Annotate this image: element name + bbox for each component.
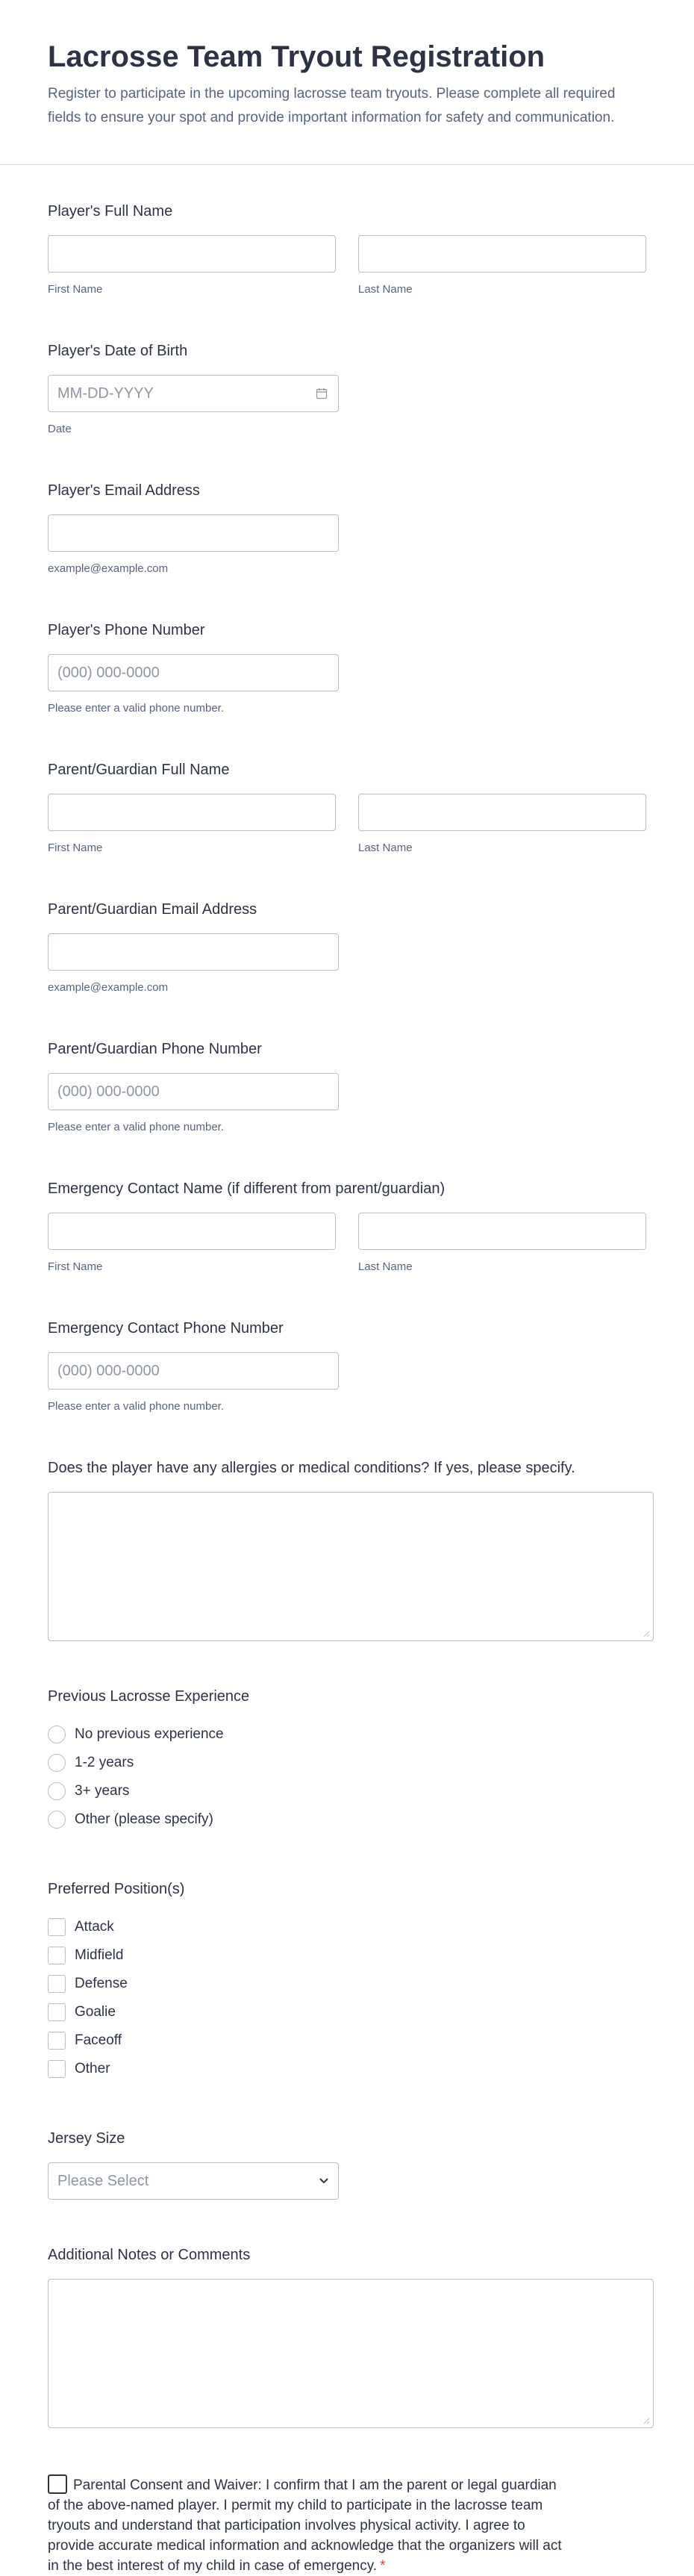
notes-textarea[interactable] xyxy=(48,2279,654,2428)
consent-checkbox[interactable] xyxy=(48,2474,67,2494)
radio-label: No previous experience xyxy=(75,1726,224,1742)
consent-text: Parental Consent and Waiver: I confirm that I am the parent or legal guardian of the above-named player. I permit my child to participate in the lacrosse team tryouts and understand that participation involves physical activity. I agree to provide accurate medical information and acknowledge that the organizers will act in the best interest of my child in case of emergency. xyxy=(48,2477,562,2574)
required-asterisk: * xyxy=(380,2558,386,2574)
player-email-input[interactable] xyxy=(48,514,339,552)
medical-field xyxy=(48,1459,646,1641)
checkbox[interactable] xyxy=(48,2032,66,2050)
jersey-field xyxy=(48,2129,646,2200)
sublabel: Please enter a valid phone number. xyxy=(48,1121,224,1133)
radio-button[interactable] xyxy=(48,1782,66,1800)
sublabel: Last Name xyxy=(358,283,413,296)
resize-handle-icon[interactable] xyxy=(643,2417,650,2424)
phone-placeholder: (000) 000-0000 xyxy=(57,664,160,681)
radio-option[interactable] xyxy=(48,1777,646,1805)
select-placeholder: Please Select xyxy=(57,2172,149,2189)
checkbox[interactable] xyxy=(48,1918,66,1936)
field-label: Emergency Contact Name (if different from parent/guardian) xyxy=(48,1180,446,1197)
checkbox-label: Attack xyxy=(75,1919,114,1935)
guardian-email-field xyxy=(48,900,646,994)
sublabel: Last Name xyxy=(358,1260,413,1273)
player-last-name-input[interactable] xyxy=(358,235,646,273)
field-label: Player's Phone Number xyxy=(48,622,205,638)
emergency-name-field xyxy=(48,1180,646,1273)
radio-button[interactable] xyxy=(48,1754,66,1772)
emergency-phone-input[interactable] xyxy=(48,1352,339,1390)
dob-input[interactable] xyxy=(48,375,339,412)
checkbox-label: Midfield xyxy=(75,1947,124,1963)
player-phone-field xyxy=(48,621,646,715)
chevron-down-icon xyxy=(319,2177,329,2185)
player-phone-input[interactable] xyxy=(48,654,339,691)
calendar-icon[interactable] xyxy=(316,388,328,399)
radio-label: Other (please specify) xyxy=(75,1811,213,1827)
experience-field xyxy=(48,1687,646,1834)
form-header xyxy=(0,0,694,165)
consent-field xyxy=(48,2474,646,2576)
sublabel: First Name xyxy=(48,283,103,296)
form-body xyxy=(0,165,694,2576)
radio-option[interactable] xyxy=(48,1720,646,1749)
guardian-email-input[interactable] xyxy=(48,933,339,971)
radio-option[interactable] xyxy=(48,1805,646,1834)
dob-placeholder: MM-DD-YYYY xyxy=(57,385,154,402)
form-description: Register to participate in the upcoming lacrosse team tryouts. Please complete all required fields to ensure your spot and provide important information for safety and communication. xyxy=(48,86,616,125)
phone-placeholder: (000) 000-0000 xyxy=(57,1083,160,1100)
guardian-last-name-input[interactable] xyxy=(358,794,646,831)
checkbox-option[interactable] xyxy=(48,1998,646,2026)
sublabel: First Name xyxy=(48,1260,103,1273)
checkbox-label: Goalie xyxy=(75,2004,116,2020)
jersey-size-select[interactable] xyxy=(48,2162,339,2200)
field-label: Additional Notes or Comments xyxy=(48,2247,251,2263)
sublabel: Date xyxy=(48,423,72,435)
guardian-first-name-input[interactable] xyxy=(48,794,336,831)
radio-button[interactable] xyxy=(48,1811,66,1829)
checkbox[interactable] xyxy=(48,1947,66,1964)
emergency-phone-field xyxy=(48,1319,646,1413)
field-label: Previous Lacrosse Experience xyxy=(48,1688,250,1705)
guardian-name-field xyxy=(48,761,646,854)
radio-option[interactable] xyxy=(48,1749,646,1777)
field-label: Emergency Contact Phone Number xyxy=(48,1320,284,1337)
sublabel: First Name xyxy=(48,841,103,854)
sublabel: Please enter a valid phone number. xyxy=(48,702,224,715)
field-label: Parent/Guardian Email Address xyxy=(48,901,257,918)
player-email-field xyxy=(48,482,646,575)
form-title: Lacrosse Team Tryout Registration xyxy=(48,40,545,73)
dob-field xyxy=(48,342,646,435)
player-first-name-input[interactable] xyxy=(48,235,336,273)
field-label: Jersey Size xyxy=(48,2130,125,2147)
checkbox-label: Defense xyxy=(75,1976,128,1991)
checkbox[interactable] xyxy=(48,1975,66,1993)
checkbox-option[interactable] xyxy=(48,2026,646,2055)
field-label: Player's Email Address xyxy=(48,482,200,499)
consent-option[interactable] xyxy=(48,2474,570,2576)
checkbox-label: Faceoff xyxy=(75,2032,122,2048)
checkbox-option[interactable] xyxy=(48,1941,646,1970)
field-label: Parent/Guardian Full Name xyxy=(48,762,230,778)
sublabel: example@example.com xyxy=(48,981,169,994)
guardian-phone-field xyxy=(48,1040,646,1133)
field-label: Player's Date of Birth xyxy=(48,343,188,359)
resize-handle-icon[interactable] xyxy=(643,1630,650,1637)
checkbox-label: Other xyxy=(75,2061,110,2076)
field-label: Preferred Position(s) xyxy=(48,1881,185,1897)
medical-textarea[interactable] xyxy=(48,1492,654,1641)
sublabel: Last Name xyxy=(358,841,413,854)
checkbox-option[interactable] xyxy=(48,1913,646,1941)
phone-placeholder: (000) 000-0000 xyxy=(57,1362,160,1379)
checkbox[interactable] xyxy=(48,2003,66,2021)
notes-field xyxy=(48,2246,646,2428)
player-name-field xyxy=(48,202,646,296)
sublabel: example@example.com xyxy=(48,562,169,575)
field-label: Player's Full Name xyxy=(48,203,173,220)
sublabel: Please enter a valid phone number. xyxy=(48,1400,224,1413)
checkbox-option[interactable] xyxy=(48,2055,646,2083)
field-label: Does the player have any allergies or medical conditions? If yes, please specify. xyxy=(48,1460,575,1476)
positions-field xyxy=(48,1880,646,2083)
field-label: Parent/Guardian Phone Number xyxy=(48,1041,262,1057)
radio-label: 1-2 years xyxy=(75,1755,134,1770)
guardian-phone-input[interactable] xyxy=(48,1073,339,1110)
radio-label: 3+ years xyxy=(75,1783,130,1799)
emergency-last-name-input[interactable] xyxy=(358,1213,646,1250)
checkbox[interactable] xyxy=(48,2060,66,2078)
emergency-first-name-input[interactable] xyxy=(48,1213,336,1250)
radio-button[interactable] xyxy=(48,1726,66,1743)
checkbox-option[interactable] xyxy=(48,1970,646,1998)
